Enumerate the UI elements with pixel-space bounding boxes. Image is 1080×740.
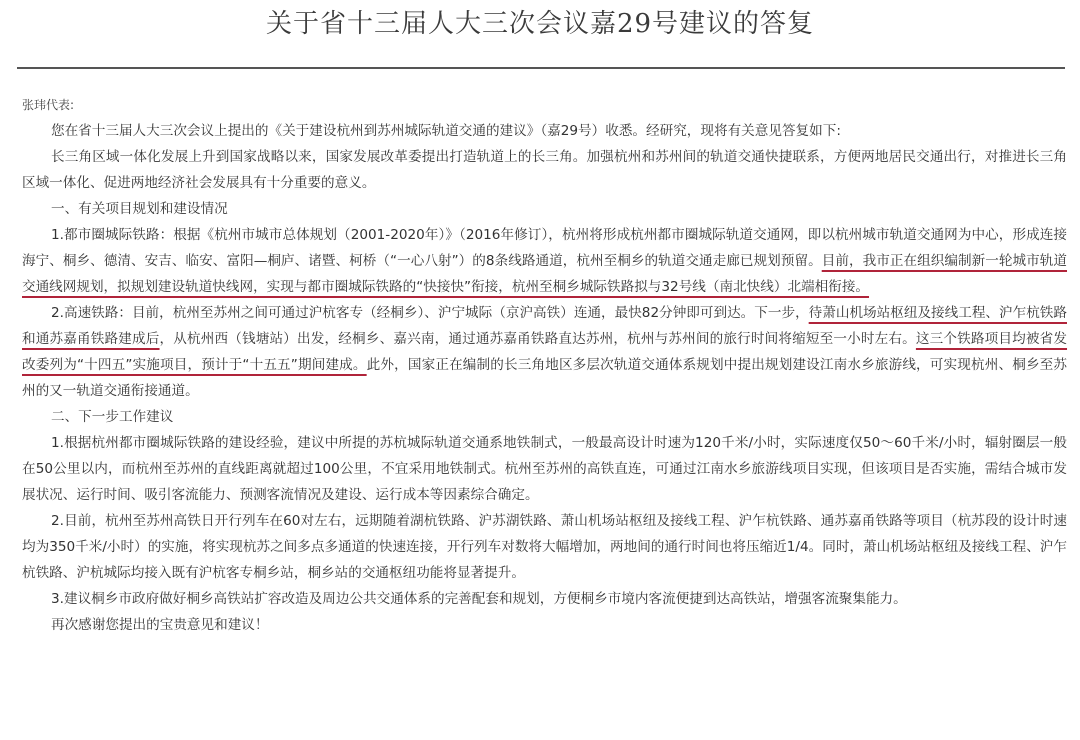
hsr-highlight-b: 这三个铁路项目均被省发改委列为“十四五”实施项目，预计于“十五五”期间建成。	[22, 331, 1068, 373]
paragraph-background: 长三角区域一体化发展上升到国家战略以来，国家发展改革委提出打造轨道上的长三角。加强杭州和苏州间的轨道交通快捷联系，方便两地居民交通出行，对推进长三角区域一体化、促进两地经济社会发展具有十分重要的意义。	[22, 149, 1067, 191]
section-heading-2: 二、下一步工作建议	[51, 409, 174, 425]
paragraph-metro-rail	[22, 222, 1067, 300]
document-title: 关于省十三届人大三次会议嘉29号建议的答复	[265, 9, 815, 39]
hsr-highlight-a: 待萧山机场站枢纽及接线工程、沪乍杭铁路和通苏嘉甬铁路建成后	[22, 305, 1067, 347]
document-body	[22, 92, 1067, 638]
paragraph-high-speed-rail	[22, 300, 1067, 404]
hsr-text-a: 2.高速铁路：目前，杭州至苏州之间可通过沪杭客专（经桐乡）、沪宁城际（京沪高铁）连通，最快82分钟即可到达。下一步，	[51, 305, 809, 321]
paragraph-closing: 再次感谢您提出的宝贵意见和建议！	[51, 617, 269, 633]
paragraph-suggestion-1: 1.根据杭州都市圈城际铁路的建设经验，建议中所提的苏杭城际轨道交通系地铁制式，一般最高设计时速为120千米/小时，实际速度仅50～60千米/小时，辐射圈层一般在50公里以内，而杭州至苏州的直线距离就超过100公里，不宜采用地铁制式。杭州至苏州的高铁直连，可通过江南水乡旅游线项目实现，但该项目是否实施，需结合城市发展状况、运行时间、吸引客流能力、预测客流情况及建设、运行成本等因素综合确定。	[22, 435, 1067, 503]
metro-rail-text: 1.都市圈城际铁路：根据《杭州市城市总体规划（2001-2020年）》（2016年修订），杭州将形成杭州都市圈城际轨道交通网，即以杭州城市轨道交通网为中心，形成连接海宁、桐乡、德清、安吉、临安、富阳—桐庐、诸暨、柯桥（“一心八射”）的8条线路通道，杭州至桐乡的轨道交通走廊已规划预留。	[22, 227, 1067, 269]
paragraph-intro: 您在省十三届人大三次会议上提出的《关于建设杭州到苏州城际轨道交通的建议》（嘉29号）收悉。经研究，现将有关意见答复如下:	[51, 123, 841, 139]
title-divider	[17, 67, 1065, 69]
paragraph-suggestion-2: 2.目前，杭州至苏州高铁日开行列车在60对左右，远期随着湖杭铁路、沪苏湖铁路、萧山机场站枢纽及接线工程、沪乍杭铁路、通苏嘉甬铁路等项目（杭苏段的设计时速均为350千米/小时）的实施，将实现杭苏之间多点多通道的快速连接，开行列车对数将大幅增加，两地间的通行时间也将压缩近1/4。同时，萧山机场站枢纽及接线工程、沪乍杭铁路、沪杭城际均接入既有沪杭客专桐乡站，桐乡站的交通枢纽功能将显著提升。	[22, 513, 1067, 581]
metro-rail-highlight: 目前，我市正在组织编制新一轮城市轨道交通线网规划，拟规划建设轨道快线网，实现与都市圈城际铁路的“快接快”衔接，杭州至桐乡城际铁路拟与32号线（南北快线）北端相衔接。	[22, 253, 1068, 295]
hsr-text-b: ，从杭州西（钱塘站）出发，经桐乡、嘉兴南，通过通苏嘉甬铁路直达苏州，杭州与苏州间的旅行时间将缩短至一小时左右。	[159, 331, 916, 347]
salutation: 张玮代表:	[22, 98, 75, 112]
hsr-text-c: 此外，国家正在编制的长三角地区多层次轨道交通体系规划中提出规划建设江南水乡旅游线，可实现杭州、桐乡至苏州的又一轨道交通衔接通道。	[22, 357, 1068, 399]
section-heading-1: 一、有关项目规划和建设情况	[51, 201, 228, 217]
paragraph-suggestion-3: 3.建议桐乡市政府做好桐乡高铁站扩容改造及周边公共交通体系的完善配套和规划，方便桐乡市境内客流便捷到达高铁站，增强客流聚集能力。	[51, 591, 907, 607]
